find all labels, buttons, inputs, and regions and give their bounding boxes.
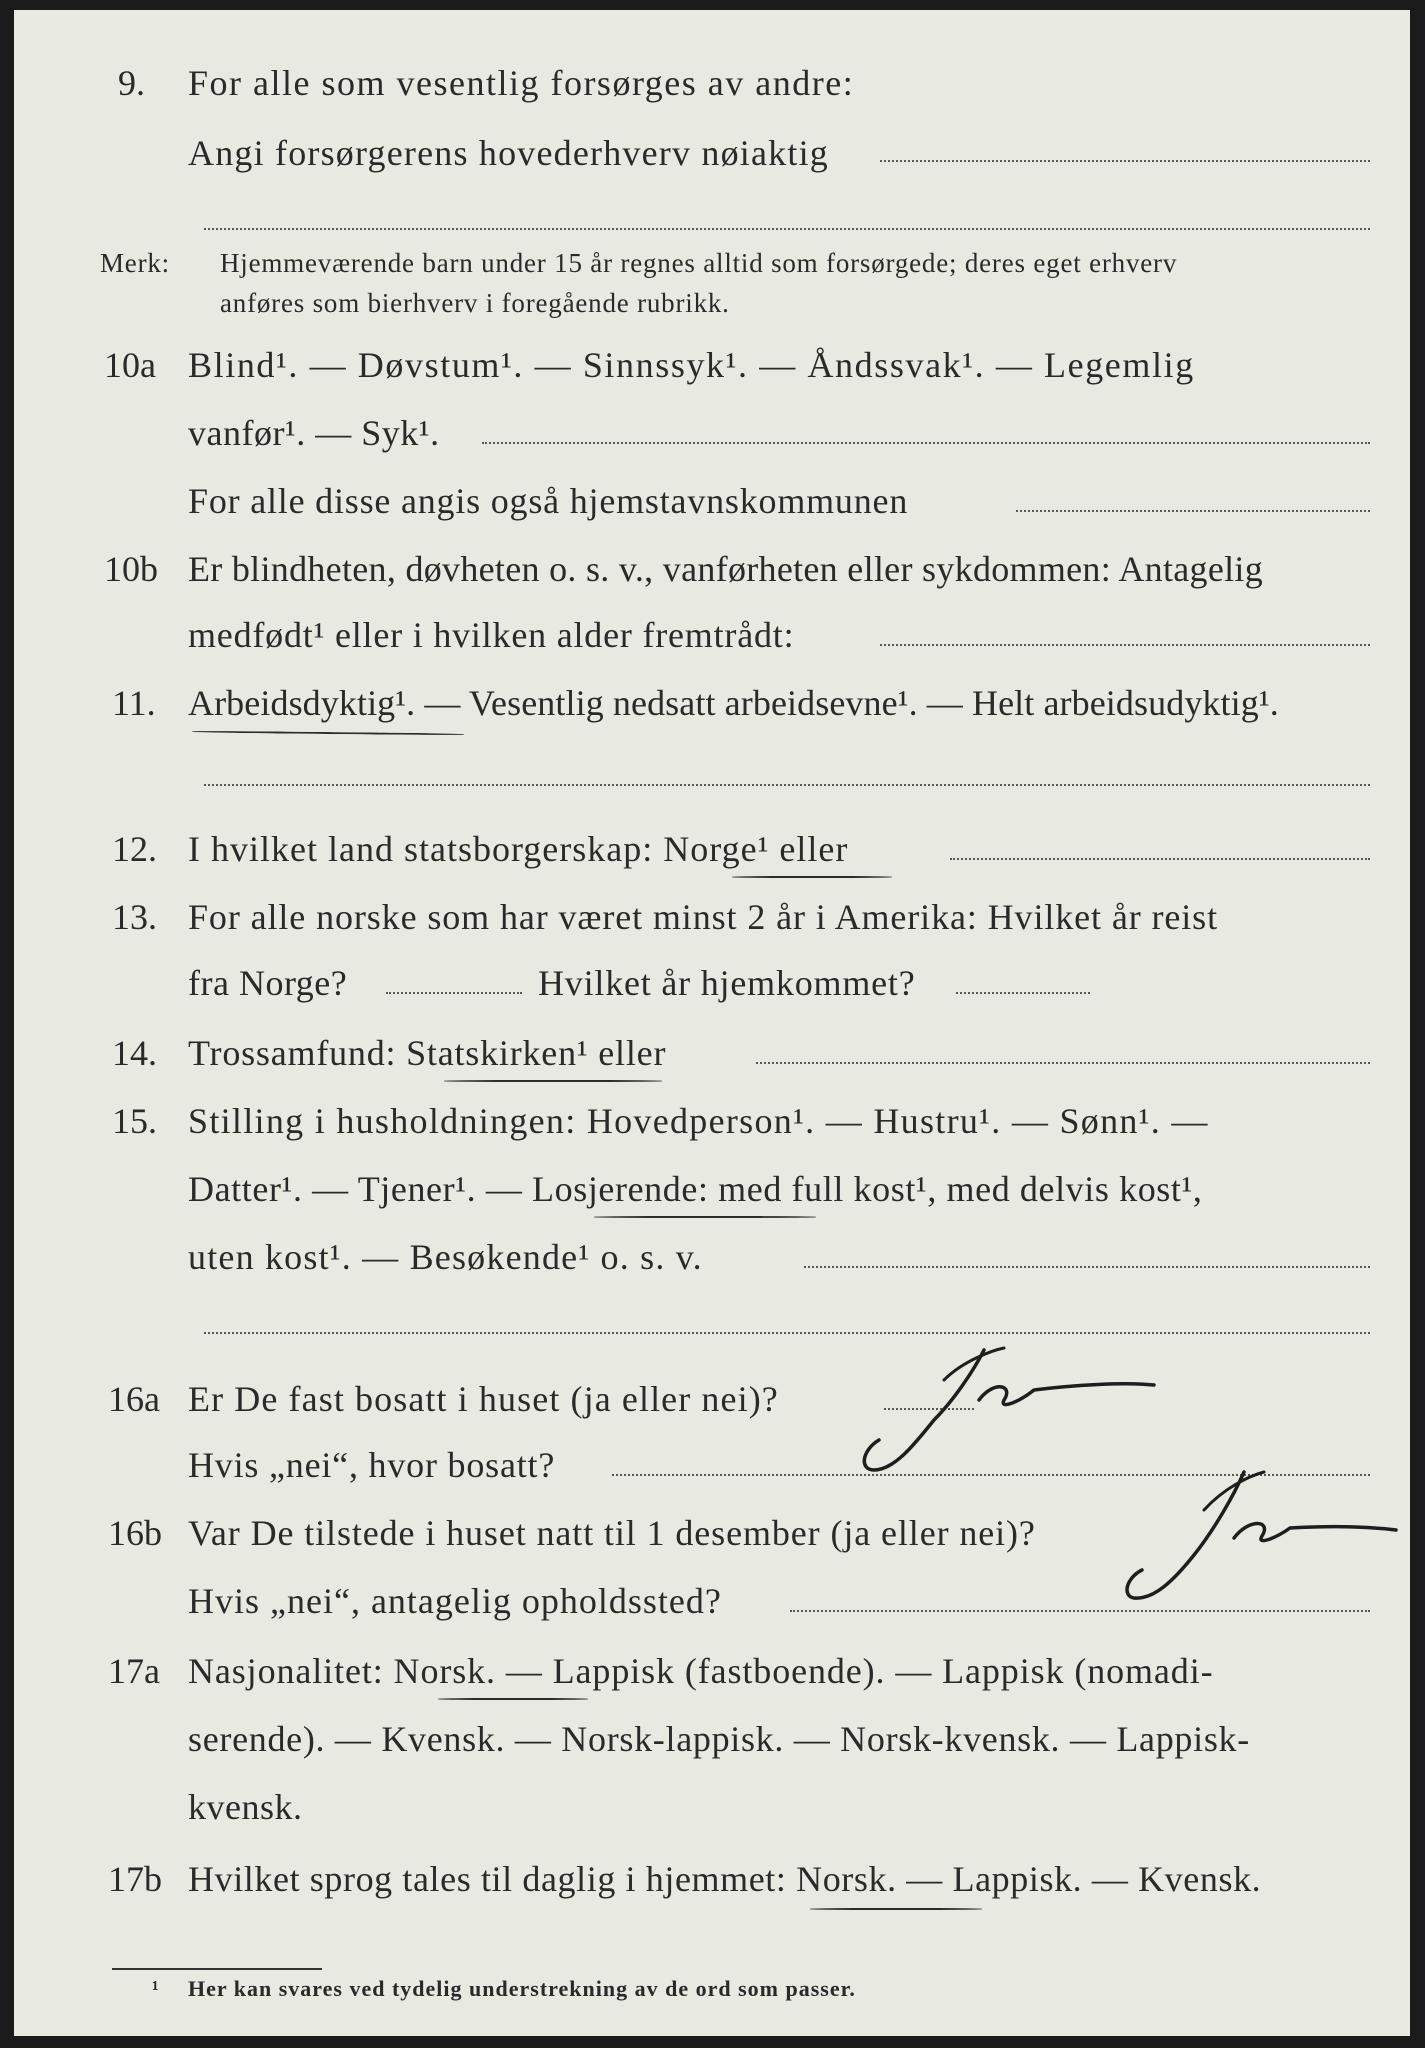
q10b-text-1: Er blindheten, døvheten o. s. v., vanførheten eller sykdommen: Antagelig	[188, 549, 1264, 589]
underline-statskirken	[444, 1080, 662, 1082]
q9-text-1: For alle som vesentlig forsørges av andre:	[188, 63, 855, 103]
q13-answer-line-1	[386, 992, 522, 994]
underline-norsk-17a	[438, 1698, 588, 1700]
q11-text: Arbeidsdyktig¹. — Vesentlig nedsatt arbeidsevne¹. — Helt arbeidsudyktig¹.	[188, 683, 1279, 723]
q15-text-3: uten kost¹. — Besøkende¹ o. s. v.	[188, 1237, 703, 1277]
q9-text-2: Angi forsørgerens hovederhverv nøiaktig	[188, 133, 829, 173]
underline-norge	[732, 876, 892, 878]
q16a-number: 16a	[108, 1379, 160, 1419]
underline-arbeidsdyktig	[192, 731, 464, 736]
q12-text: I hvilket land statsborgerskap: Norge¹ eller	[188, 829, 849, 869]
census-form-page	[14, 10, 1410, 2036]
q17b-text: Hvilket sprog tales til daglig i hjemmet: Norsk. — Lappisk. — Kvensk.	[188, 1859, 1262, 1899]
q9-extra-line	[204, 228, 1370, 230]
q17b-number: 17b	[108, 1859, 162, 1899]
q16b-number: 16b	[108, 1513, 162, 1553]
q10b-text-2: medfødt¹ eller i hvilken alder fremtrådt:	[188, 615, 795, 655]
q10a-answer-line-1	[482, 442, 1370, 444]
q10a-text-2: vanfør¹. — Syk¹.	[188, 413, 440, 453]
q16a-text-2: Hvis „nei“, hvor bosatt?	[188, 1445, 556, 1485]
merk-text-1: Hjemmeværende barn under 15 år regnes alltid som forsørgede; deres eget erhverv	[220, 248, 1178, 278]
q16a-text-1: Er De fast bosatt i huset (ja eller nei)?	[188, 1379, 779, 1419]
q15-answer-line	[804, 1266, 1370, 1268]
q11-extra-line	[204, 784, 1370, 786]
q13-answer-line-2	[956, 992, 1090, 994]
q9-answer-line	[880, 160, 1370, 162]
q15-text-2: Datter¹. — Tjener¹. — Losjerende: med full kost¹, med delvis kost¹,	[188, 1169, 1203, 1209]
q10a-text-1: Blind¹. — Døvstum¹. — Sinnssyk¹. — Åndssvak¹. — Legemlig	[188, 345, 1195, 385]
q13-number: 13.	[112, 897, 157, 937]
q14-answer-line	[756, 1062, 1370, 1064]
q14-number: 14.	[112, 1033, 157, 1073]
q14-text: Trossamfund: Statskirken¹ eller	[188, 1033, 667, 1073]
q10a-answer-line-2	[1016, 510, 1370, 512]
q13-text-2b: Hvilket år hjemkommet?	[538, 963, 916, 1003]
q15-number: 15.	[112, 1101, 157, 1141]
merk-text-2: anføres som bierhverv i foregående rubrikk.	[220, 288, 730, 318]
q16b-text-1: Var De tilstede i huset natt til 1 desember (ja eller nei)?	[188, 1513, 1036, 1553]
q17a-text-3: kvensk.	[188, 1787, 303, 1827]
q12-number: 12.	[112, 829, 157, 869]
q16b-text-2: Hvis „nei“, antagelig opholdssted?	[188, 1581, 722, 1621]
handwritten-answer-16b	[1104, 1450, 1404, 1610]
q10a-number: 10a	[104, 345, 156, 385]
underline-losjerende	[594, 1216, 816, 1218]
q17a-text-2: serende). — Kvensk. — Norsk-lappisk. — Norsk-kvensk. — Lappisk-	[188, 1719, 1250, 1759]
q17a-text-1: Nasjonalitet: Norsk. — Lappisk (fastboende). — Lappisk (nomadi-	[188, 1651, 1214, 1691]
q10b-number: 10b	[104, 549, 158, 589]
q10b-answer-line	[880, 644, 1370, 646]
footnote-mark: ¹	[152, 1976, 160, 2001]
q17a-number: 17a	[108, 1651, 160, 1691]
q16b-answer-line	[790, 1610, 1370, 1612]
q15-extra-line	[204, 1332, 1370, 1334]
merk-label: Merk:	[100, 248, 170, 278]
footnote-rule	[112, 1968, 322, 1970]
q13-text-2a: fra Norge?	[188, 963, 348, 1003]
q15-text-1: Stilling i husholdningen: Hovedperson¹. — Hustru¹. — Sønn¹. —	[188, 1101, 1209, 1141]
q11-number: 11.	[112, 683, 156, 723]
underline-norsk-17b	[810, 1908, 982, 1910]
q12-answer-line	[950, 858, 1370, 860]
q13-text-1: For alle norske som har været minst 2 år i Amerika: Hvilket år reist	[188, 897, 1218, 937]
q10a-text-3: For alle disse angis også hjemstavnskommunen	[188, 481, 909, 521]
q9-number: 9.	[118, 63, 145, 103]
footnote-text: Her kan svares ved tydelig understrekning av de ord som passer.	[188, 1976, 856, 2001]
